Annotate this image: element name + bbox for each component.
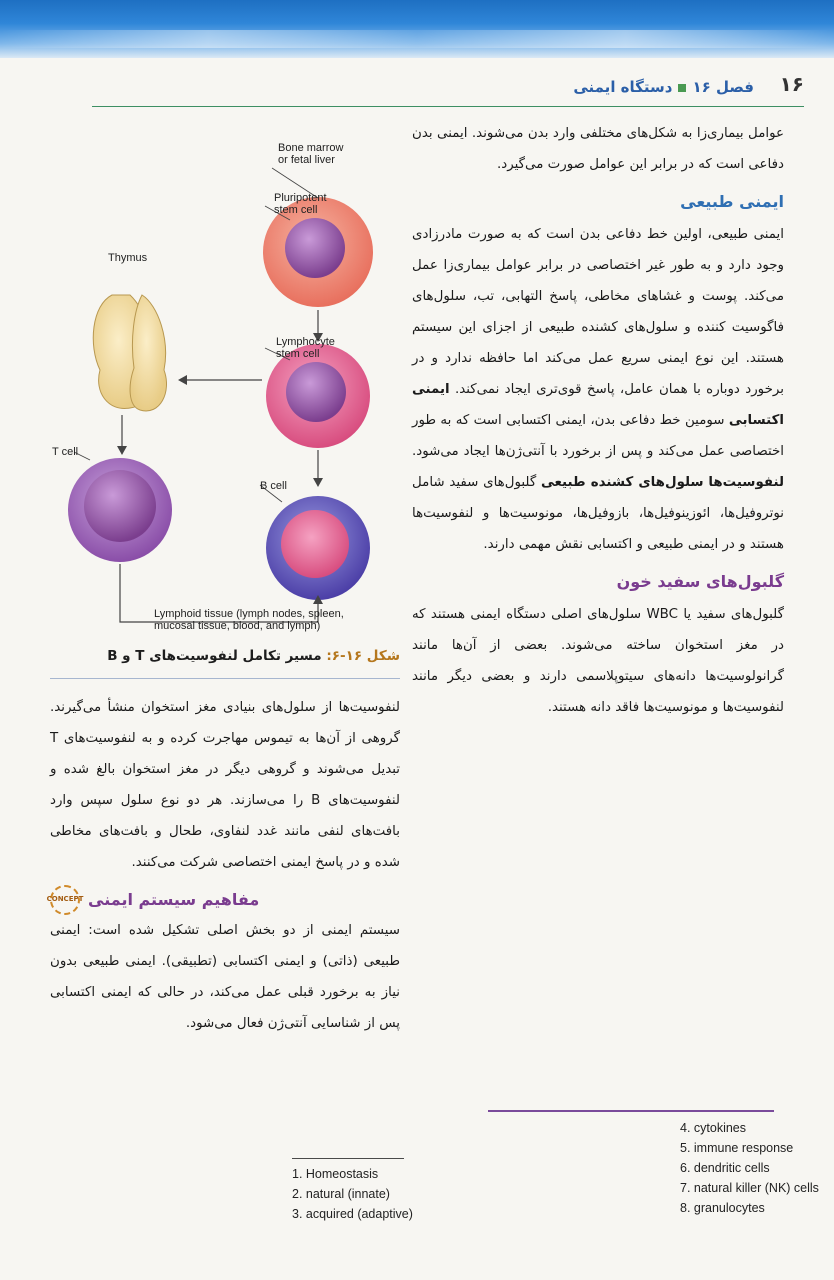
chapter-square-icon [678, 84, 686, 92]
page-top-banner [0, 0, 834, 58]
figure-caption [50, 648, 400, 664]
section-title-natural-immunity: ایمنی طبیعی [680, 192, 784, 211]
t-cell-nucleus [84, 470, 156, 542]
wbc-types-text: گلبول‌های سفید شامل نوتروفیل‌ها، ائوزینوفیل‌ها، بازوفیل‌ها، مونوسیت‌ها و لنفوسیت‌ها هستند و در ایمنی طبیعی و اکتسابی نقش مهمی دارند. [412, 475, 784, 552]
caption-number: شکل ۱۶-۶: [326, 648, 400, 664]
caption-rule [50, 678, 400, 679]
intro-paragraph: عوامل بیماری‌زا به شکل‌های مختلفی وارد بدن می‌شوند. ایمنی بدن دفاعی است که در برابر این عوامل صورت می‌گیرد. [412, 126, 784, 172]
acquired-immunity-text: سومین خط دفاعی بدن، ایمنی اکتسابی است که به طور اختصاصی عمل می‌کند و پس از برخورد با آنتی‌ژن‌ها ایجاد می‌شود. [412, 413, 784, 459]
left-column [46, 692, 400, 1039]
term-acquired-immunity: ایمنی اکتسابی [412, 382, 784, 428]
footnote-6: 6. dendritic cells [680, 1161, 770, 1175]
concept-heading [46, 884, 400, 915]
caption-text: مسیر تکامل لنفوسیت‌های T و B [107, 648, 322, 664]
term-nk-cells: سلول‌های کشنده طبیعی [540, 475, 704, 490]
white-blood-cells-paragraph: گلبول‌های سفید یا WBC سلول‌های اصلی دستگاه ایمنی هستند که در مغز استخوان ساخته می‌شوند. بعضی از آن‌ها مانند گرانولوسیت‌ها دانه‌های سیتوپلاسمی دارند و بعضی دیگر مانند لنفوسیت‌ها و مونوسیت‌ها فاقد دانه هستند. [412, 607, 784, 715]
lymphocyte-stem-nucleus [286, 362, 346, 422]
label-pluripotent-stem-cell: Pluripotent stem cell [274, 192, 327, 216]
chapter-name: دستگاه ایمنی [573, 78, 673, 96]
header-rule [92, 106, 804, 107]
footnote-4: 4. cytokines [680, 1121, 747, 1135]
footnotes-right [680, 1118, 819, 1218]
immune-concepts-paragraph: سیستم ایمنی از دو بخش اصلی تشکیل شده است: ایمنی طبیعی (ذاتی) و ایمنی اکتسابی (تطبیقی). ایمنی طبیعی بدون نیاز به برخورد قبلی عمل می‌کند، در حالی که ایمنی اکتسابی پس از شناسایی آنتی‌ژن فعال می‌شود. [50, 923, 400, 1031]
chapter-title [573, 78, 754, 96]
term-lymphocytes: لنفوسیت‌ها [708, 475, 784, 490]
concept-badge-icon: CONCEPT [50, 885, 80, 915]
footnote-5: 5. immune response [680, 1141, 794, 1155]
label-b-cell: B cell [260, 480, 287, 492]
section-title-white-blood-cells: گلبول‌های سفید خون [616, 572, 784, 591]
natural-immunity-text: ایمنی طبیعی، اولین خط دفاعی بدن است که به صورت مادرزادی وجود دارد و به طور غیر اختصاصی در برابر عوامل بیماری‌زا عمل می‌کند. پوست و غشاهای مخاطی، پاسخ التهابی، تب، سلول‌های فاگوسیت کننده و سلول‌های کشنده طبیعی از اجزای این سیستم هستند. این نوع ایمنی سریع عمل می‌کند اما حافظه ندارد و در برخورد دوباره با همان عامل، پاسخ قوی‌تری ایجاد نمی‌کند. [412, 227, 784, 397]
b-cell-nucleus [281, 510, 349, 578]
footnote-8: 8. granulocytes [680, 1201, 765, 1215]
footnote-rule-right [488, 1110, 774, 1112]
label-lymphocyte-stem-cell: Lymphocyte stem cell [276, 336, 335, 360]
figure-illustration [50, 130, 400, 650]
thymus-right-lobe [130, 295, 166, 411]
label-thymus: Thymus [108, 252, 148, 264]
lymphocyte-origin-paragraph: لنفوسیت‌ها از سلول‌های بنیادی مغز استخوان منشأ می‌گیرند. گروهی از آن‌ها به تیموس مهاجرت کرده و به لنفوسیت‌های T تبدیل می‌شوند و گروهی دیگر در مغز استخوان بالغ شده و لنفوسیت‌های B را می‌سازند. هر دو نوع سلول سپس وارد بافت‌های لنفی مانند غدد لنفاوی، طحال و بافت‌های مخاطی شده و در پاسخ ایمنی اختصاصی شرکت می‌کنند. [50, 700, 400, 870]
footnote-1: 1. Homeostasis [292, 1167, 379, 1181]
chapter-label: فصل ۱۶ [692, 78, 754, 96]
footnote-7: 7. natural killer (NK) cells [680, 1181, 819, 1195]
label-lymphoid-tissue: Lymphoid tissue (lymph nodes, spleen, mucosal tissue, blood, and lymph) [154, 608, 344, 632]
right-column [412, 118, 784, 723]
natural-immunity-paragraph [412, 219, 784, 560]
footnote-2: 2. natural (innate) [292, 1187, 390, 1201]
page-number: ۱۶ [779, 72, 804, 96]
pluripotent-nucleus [285, 218, 345, 278]
footnote-rule-left [292, 1158, 404, 1159]
section-title-immune-concepts: مفاهیم سیستم ایمنی [88, 890, 260, 909]
footnotes-left [292, 1164, 413, 1224]
lymphocyte-development-figure [50, 130, 400, 650]
label-bone-marrow: Bone marrow or fetal liver [278, 142, 344, 166]
footnote-3: 3. acquired (adaptive) [292, 1207, 413, 1221]
label-t-cell: T cell [52, 446, 79, 458]
